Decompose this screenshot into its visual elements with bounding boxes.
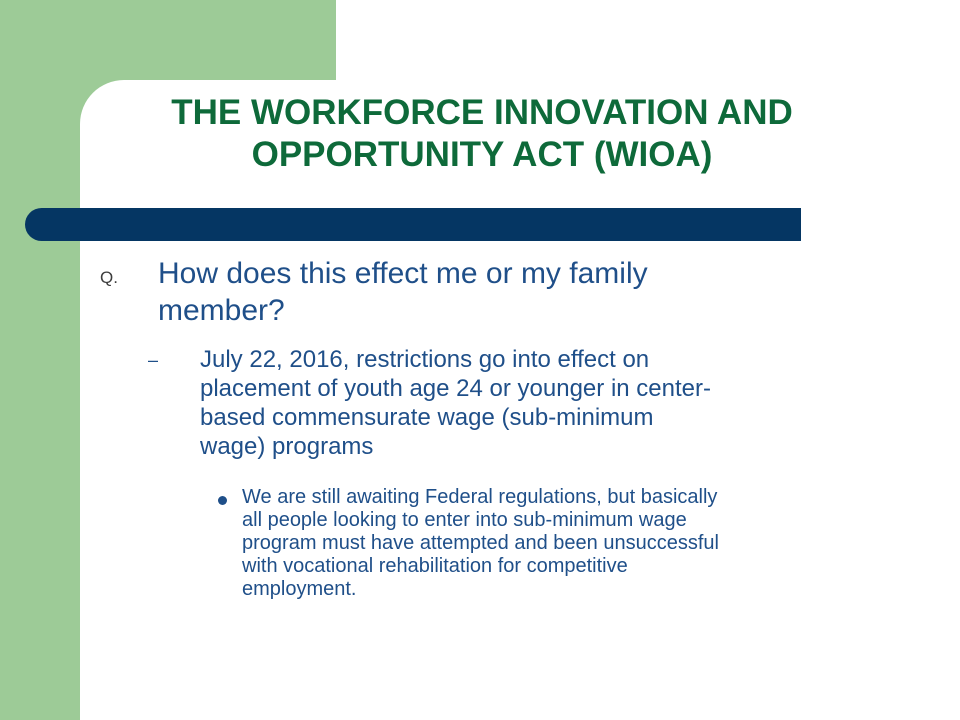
detail-line-2: all people looking to enter into sub-minimum wage [242,509,687,531]
detail-line-5: employment. [242,578,357,600]
detail-line-3: program must have attempted and been unsuccessful [242,532,719,554]
question-line-2: member? [158,294,285,327]
sub-point-line-1: July 22, 2016, restrictions go into effect on [200,346,650,373]
dash-marker: – [148,350,159,370]
sub-point-line-4: wage) programs [200,433,374,460]
detail-line-1: We are still awaiting Federal regulations, but basically [242,486,718,508]
title-underline-bar [25,208,801,241]
sub-point-line-3: based commensurate wage (sub-minimum [200,404,654,431]
question-marker: Q. [100,268,118,287]
sub-point-line-2: placement of youth age 24 or younger in center- [200,375,711,402]
detail-point-text [242,486,902,601]
question-line-1: How does this effect me or my family [158,257,648,290]
detail-line-4: with vocational rehabilitation for competitive [242,555,628,577]
question-text [158,255,818,329]
slide-title [82,92,882,176]
title-line-2: OPPORTUNITY ACT (WIOA) [251,135,713,174]
bullet-dot [218,496,227,505]
sub-point-text [200,345,900,461]
title-line-1: THE WORKFORCE INNOVATION AND [171,93,793,132]
